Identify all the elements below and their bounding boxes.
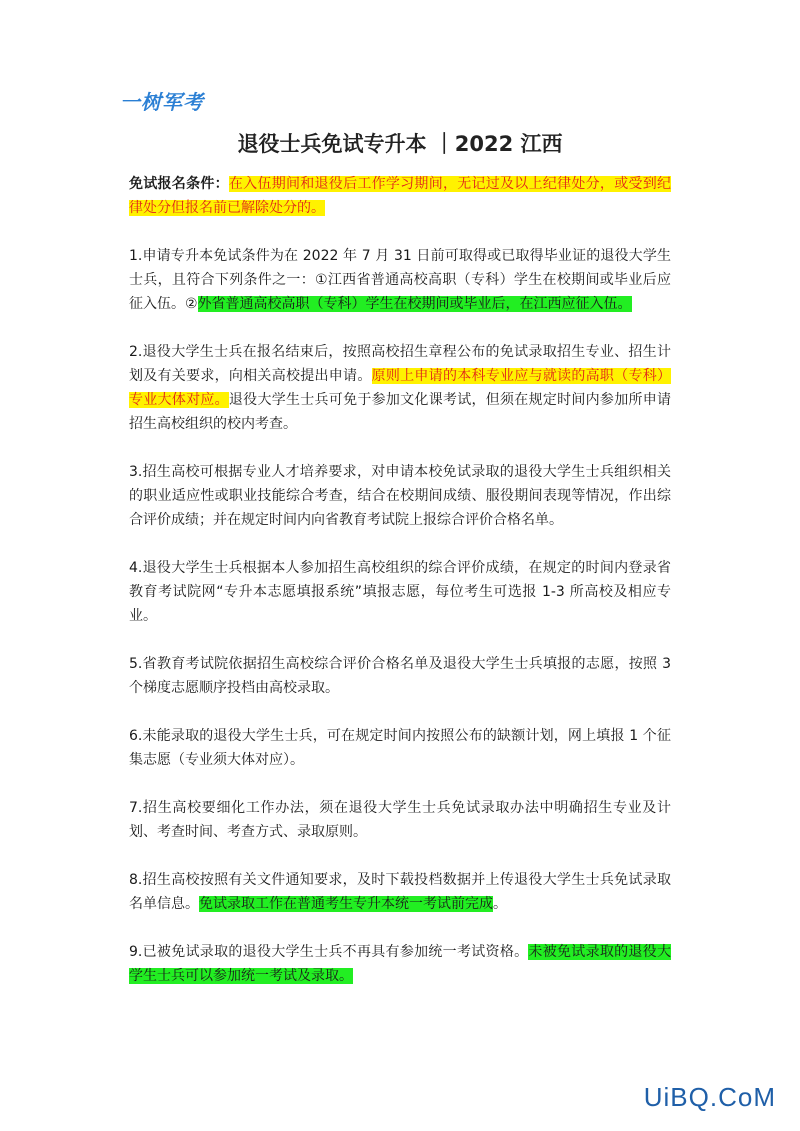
paragraph-text: 9.已被免试录取的退役大学生士兵不再具有参加统一考试资格。 bbox=[129, 944, 529, 960]
highlight-green: 未被免试录取的退役大学生士兵可以参加统一考试及录取。 bbox=[129, 944, 672, 984]
highlight-green: 外省普通高校高职（专科）学生在校期间或毕业后，在江西应征入伍。 bbox=[197, 296, 632, 312]
paragraph-8 bbox=[129, 868, 671, 916]
paragraph-5 bbox=[129, 652, 671, 700]
paragraph-text: 1.申请专升本免试条件为在 2022 年 7 月 31 日前可取得或已取得毕业证的退役大学生士兵，且符合下列条件之一：①江西省普通高校高职（专科）学生在校期间或毕业后应征入伍。② bbox=[129, 248, 671, 312]
paragraph-text: 3.招生高校可根据专业人才培养要求，对申请本校免试录取的退役大学生士兵组织相关的职业适应性或职业技能综合考查，结合在校期间成绩、服役期间表现等情况，作出综合评价成绩；并在规定时间内向省教育考试院上报综合评价合格名单。 bbox=[129, 464, 671, 528]
paragraph-text: 5.省教育考试院依据招生高校综合评价合格名单及退役大学生士兵填报的志愿，按照 3 个梯度志愿顺序投档由高校录取。 bbox=[129, 656, 671, 696]
paragraph-text: 6.未能录取的退役大学生士兵，可在规定时间内按照公布的缺额计划，网上填报 1 个征集志愿（专业须大体对应）。 bbox=[129, 728, 671, 768]
paragraph-text: 2.退役大学生士兵在报名结束后，按照高校招生章程公布的免试录取招生专业、招生计划及有关要求，向相关高校提出申请。 bbox=[129, 344, 671, 384]
paragraph-text: 4.退役大学生士兵根据本人参加招生高校组织的综合评价成绩，在规定的时间内登录省教育考试院网“专升本志愿填报系统”填报志愿，每位考生可选报 1-3 所高校及相应专业。 bbox=[129, 560, 671, 624]
paragraph-2 bbox=[129, 340, 671, 436]
paragraph-4 bbox=[129, 556, 671, 628]
paragraph-text-tail: 退役大学生士兵可免于参加文化课考试，但须在规定时间内参加所申请招生高校组织的校内考查。 bbox=[129, 392, 672, 432]
highlight-green: 免试录取工作在普通考生专升本统一考试前完成 bbox=[199, 896, 493, 912]
paragraph-9 bbox=[129, 940, 671, 988]
brand-logo: 一树军考 bbox=[120, 90, 204, 114]
condition-text: 在入伍期间和退役后工作学习期间，无记过及以上纪律处分，或受到纪律处分但报名前已解除处分的。 bbox=[129, 176, 672, 216]
condition-block bbox=[129, 172, 671, 220]
paragraph-text: 8.招生高校按照有关文件通知要求，及时下载投档数据并上传退役大学生士兵免试录取名单信息。 bbox=[129, 872, 671, 912]
paragraph-6 bbox=[129, 724, 671, 772]
paragraph-text-tail: 。 bbox=[493, 896, 507, 912]
page-title: 退役士兵免试专升本 ｜2022 江西 bbox=[237, 132, 563, 156]
condition-label: 免试报名条件： bbox=[129, 176, 229, 192]
document-body bbox=[129, 172, 671, 1012]
paragraph-7 bbox=[129, 796, 671, 844]
watermark: UiBQ.CoM bbox=[643, 1082, 776, 1112]
highlight-yellow: 原则上申请的本科专业应与就读的高职（专科）专业大体对应。 bbox=[129, 368, 671, 408]
paragraph-text: 7.招生高校要细化工作办法，须在退役大学生士兵免试录取办法中明确招生专业及计划、考查时间、考查方式、录取原则。 bbox=[129, 800, 671, 840]
paragraph-3 bbox=[129, 460, 671, 532]
paragraph-1 bbox=[129, 244, 671, 316]
